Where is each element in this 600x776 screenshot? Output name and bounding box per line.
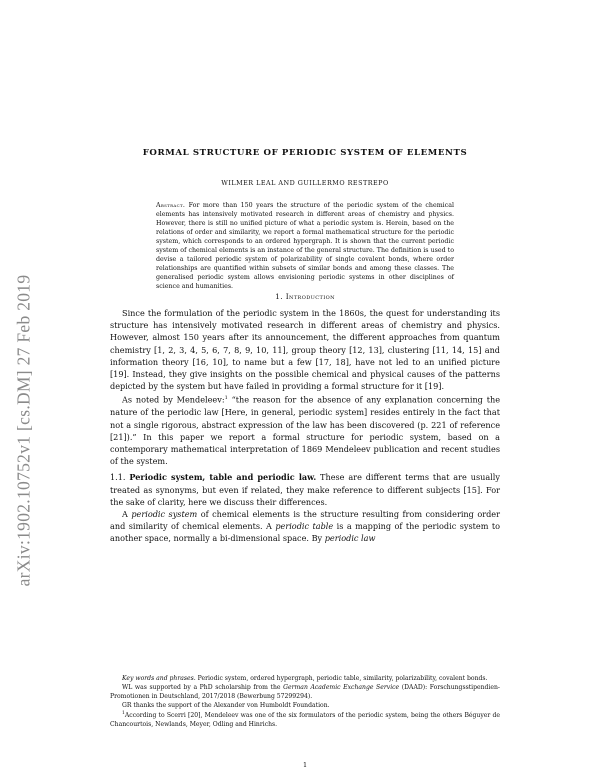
- subsection-paragraph: [110, 471, 500, 508]
- funding-text: (DAAD): Forschungsstipendien-Promotionen in Deutschland, 2017/2018 (Bewerbung 57299294).: [110, 683, 500, 700]
- funding-note: [110, 684, 500, 702]
- paragraph: [110, 392, 500, 467]
- paragraph-text: A: [122, 508, 132, 519]
- subsection-number: 1.1.: [110, 472, 126, 483]
- paper-title: FORMAL STRUCTURE OF PERIODIC SYSTEM OF ELEMENTS: [142, 148, 468, 158]
- abstract: [156, 201, 454, 291]
- section-heading-introduction: 1. Introduction: [275, 292, 335, 301]
- paragraph-text: “the reason for the absence of any explanation concerning the nature of the periodic law [Here, in general, periodic system] resides entirely in the fact that not a single rigorous, abstract expression of the law has been discovered (p. 221 of reference [21]).” In this paper we report a formal structure for periodic system, based on a contemporary mathematical interpretation of 1869 Mendeleev publication and recent studies of the system.: [110, 395, 501, 467]
- keywords-label: Key words and phrases.: [122, 675, 196, 682]
- paragraph-text: These are different terms that are usually treated as synonyms, but even if related, they make reference to different subjects [15]. For the sake of clarity, here we discuss their differences.: [110, 472, 500, 507]
- paragraph-text: of chemical elements is the structure resulting from considering order and similarity of chemical elements. A: [110, 508, 500, 532]
- paragraph-text: is a mapping of the periodic system to another space, normally a bi-dimensional space. By: [110, 521, 500, 544]
- footnote-ref: 1: [224, 395, 228, 402]
- footnote-1: [110, 710, 500, 730]
- term-periodic-system: periodic system: [131, 508, 198, 519]
- arxiv-stamp-text: arXiv:1902.10752v1 [cs.DM] 27 Feb 2019: [13, 274, 34, 586]
- keywords-note: [110, 675, 500, 684]
- funding-org: German Academic Exchange Service: [283, 683, 400, 691]
- footnotes: [110, 675, 500, 730]
- term-periodic-table: periodic table: [275, 521, 334, 532]
- body-text: [110, 307, 500, 545]
- paragraph: Since the formulation of the periodic system in the 1860s, the quest for understanding its structure has intensively motivated research in different areas of chemistry and physics. However, almost 150 years after its announcement, the different approaches from quantum chemistry [1, 2, 3, 4, 5, 6, 7, 8, 9, 10, 11], group theory [12, 13], clustering [11, 14, 15] and information theory [16, 10], to name but a few [17, 18], have not led to an unified picture [19]. Instead, they give insights on the possible chemical and physical causes of the patterns depicted by the system but have failed in providing a formal structure for it [19].: [110, 308, 500, 392]
- paper-authors: WILMER LEAL AND GUILLERMO RESTREPO: [221, 179, 389, 187]
- abstract-text: For more than 150 years the structure of the periodic system of the chemical elements has intensively motivated research in different areas of chemistry and physics. However, there is still no unified picture of what a periodic system is. Herein, based on the relations of order and similarity, we report a formal mathematical structure for the periodic system, which corresponds to an ordered hypergraph. It is shown that the current periodic system of chemical elements is an instance of the general structure. The definition is used to devise a tailored periodic system of polarizability of single covalent bonds, where order relationships are quantified within subsets of similar bonds and among these classes. The generalised periodic system allows envisioning periodic systems in other disciplines of science and humanities.: [156, 202, 454, 291]
- page-number: 1: [302, 761, 308, 769]
- keywords-text: Periodic system, ordered hypergraph, periodic table, similarity, polarizability, covalent bonds.: [195, 675, 488, 682]
- footnote-mark: 1: [122, 711, 125, 717]
- paragraph-text: As noted by Mendeleev:: [122, 395, 225, 406]
- subsection-heading: Periodic system, table and periodic law.: [129, 472, 317, 483]
- funding-text: WL was supported by a PhD scholarship from the: [122, 683, 284, 691]
- term-periodic-law: periodic law: [324, 533, 376, 544]
- arxiv-stamp: [6, 200, 42, 660]
- thanks-note: GR thanks the support of the Alexander von Humboldt Foundation.: [122, 701, 330, 709]
- paragraph: [110, 508, 500, 545]
- abstract-heading: Abstract.: [156, 202, 186, 209]
- footnote-text: According to Scerri [20], Mendeleev was one of the six formulators of the periodic system, being the others Béguyer de Chancourtois, Newlands, Meyer, Odling and Hinrichs.: [110, 712, 500, 729]
